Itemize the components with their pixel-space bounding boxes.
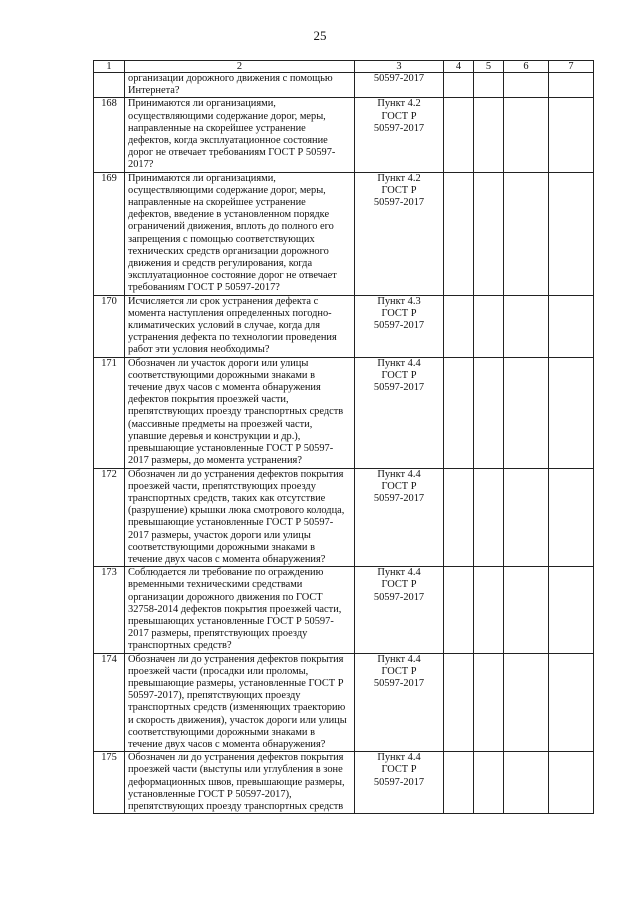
row-number — [94, 73, 125, 98]
row-number: 171 — [94, 357, 125, 468]
row-cell-5 — [474, 653, 504, 752]
row-question: Исчисляется ли срок устранения дефекта с момента наступления определенных погодно-климатических условий в случае, когда для устранения дефекта по технологии проведения работ эти условия необходимы? — [125, 295, 355, 357]
row-number: 175 — [94, 752, 125, 814]
row-cell-5 — [474, 752, 504, 814]
row-number: 170 — [94, 295, 125, 357]
row-question: Принимаются ли организациями, осуществляющими содержание дорог, меры, направленные на скорейшее устранение дефектов, когда эксплуатационное состояние дорог не отвечает требованиям ГОСТ Р 50597-2017? — [125, 98, 355, 172]
row-cell-4 — [444, 73, 474, 98]
row-cell-6 — [504, 752, 549, 814]
row-cell-6 — [504, 172, 549, 295]
row-cell-7 — [549, 357, 594, 468]
table-row — [94, 468, 594, 567]
row-number: 173 — [94, 567, 125, 653]
row-reference: Пункт 4.2 ГОСТ Р 50597-2017 — [355, 172, 444, 295]
row-question: Соблюдается ли требование по ограждению временными техническими средствами организации дорожного движения по ГОСТ 32758-2014 дефектов покрытия проезжей части, превышающих установленные ГОСТ Р 50597-2017 размеры, препятствующих проезду транспортных средств? — [125, 567, 355, 653]
row-number: 172 — [94, 468, 125, 567]
col-header-1: 1 — [94, 61, 125, 73]
row-cell-7 — [549, 653, 594, 752]
table-row — [94, 295, 594, 357]
row-question: Обозначен ли до устранения дефектов покрытия проезжей части (просадки или проломы, превышающие размеры, установленные ГОСТ Р 50597-2017), препятствующих проезду транспортных средств (изменяющих траекторию и скорость движения), участок дороги или улицы соответствующими дорожными знаками в течение двух часов с момента обнаружения? — [125, 653, 355, 752]
checklist-table — [93, 60, 594, 814]
row-cell-7 — [549, 468, 594, 567]
row-question: организации дорожного движения с помощью Интернета? — [125, 73, 355, 98]
row-reference: Пункт 4.4 ГОСТ Р 50597-2017 — [355, 653, 444, 752]
row-number: 169 — [94, 172, 125, 295]
row-cell-7 — [549, 172, 594, 295]
col-header-3: 3 — [355, 61, 444, 73]
row-cell-6 — [504, 357, 549, 468]
row-cell-7 — [549, 98, 594, 172]
row-cell-6 — [504, 295, 549, 357]
row-cell-5 — [474, 172, 504, 295]
row-number: 174 — [94, 653, 125, 752]
row-cell-7 — [549, 295, 594, 357]
row-cell-6 — [504, 98, 549, 172]
table-row — [94, 752, 594, 814]
row-cell-5 — [474, 98, 504, 172]
row-cell-4 — [444, 172, 474, 295]
row-cell-5 — [474, 468, 504, 567]
table-row — [94, 567, 594, 653]
row-cell-4 — [444, 468, 474, 567]
col-header-2: 2 — [125, 61, 355, 73]
col-header-7: 7 — [549, 61, 594, 73]
row-cell-6 — [504, 567, 549, 653]
col-header-5: 5 — [474, 61, 504, 73]
row-reference: Пункт 4.4 ГОСТ Р 50597-2017 — [355, 567, 444, 653]
header-row — [94, 61, 594, 73]
row-cell-7 — [549, 73, 594, 98]
row-reference: Пункт 4.4 ГОСТ Р 50597-2017 — [355, 752, 444, 814]
row-cell-6 — [504, 653, 549, 752]
row-question: Обозначен ли до устранения дефектов покрытия проезжей части (выступы или углубления в зоне деформационных швов, превышающие размеры, установленные ГОСТ Р 50597-2017), препятствующих проезду транспортных средств — [125, 752, 355, 814]
row-cell-5 — [474, 357, 504, 468]
row-cell-4 — [444, 653, 474, 752]
col-header-4: 4 — [444, 61, 474, 73]
row-cell-4 — [444, 98, 474, 172]
table-row — [94, 172, 594, 295]
row-cell-7 — [549, 752, 594, 814]
row-reference: Пункт 4.4 ГОСТ Р 50597-2017 — [355, 468, 444, 567]
row-reference: Пункт 4.2 ГОСТ Р 50597-2017 — [355, 98, 444, 172]
row-cell-7 — [549, 567, 594, 653]
row-reference: 50597-2017 — [355, 73, 444, 98]
row-reference: Пункт 4.3 ГОСТ Р 50597-2017 — [355, 295, 444, 357]
row-cell-6 — [504, 73, 549, 98]
row-cell-4 — [444, 357, 474, 468]
table-row — [94, 653, 594, 752]
row-cell-4 — [444, 295, 474, 357]
row-reference: Пункт 4.4 ГОСТ Р 50597-2017 — [355, 357, 444, 468]
row-cell-5 — [474, 567, 504, 653]
col-header-6: 6 — [504, 61, 549, 73]
row-question: Обозначен ли до устранения дефектов покрытия проезжей части, препятствующих проезду транспортных средств, таких как отсутствие (разрушение) крышки люка смотрового колодца, превышающие установленные ГОСТ Р 50597-2017 размеры, участок дороги или улицы соответствующими дорожными знаками в течение двух часов с момента обнаружения? — [125, 468, 355, 567]
row-number: 168 — [94, 98, 125, 172]
table-row — [94, 98, 594, 172]
page-number: 25 — [313, 28, 327, 43]
row-question: Обозначен ли участок дороги или улицы соответствующими дорожными знаками в течение двух часов с момента обнаружения дефектов покрытия проезжей части, препятствующих проезду транспортных средств (массивные предметы на проезжей части, упавшие деревья и конструкции и др.), превышающие установленные ГОСТ Р 50597-2017 размеры, до момента устранения? — [125, 357, 355, 468]
table-row-continuation — [94, 73, 594, 98]
row-question: Принимаются ли организациями, осуществляющими содержание дорог, меры, направленные на скорейшее устранение дефектов, введение в установленном порядке ограничений движения, вплоть до полного его запрещения с помощью соответствующих технических средств организации дорожного движения и средств регулирования, когда эксплуатационное состояние дорог не отвечает требованиям ГОСТ Р 50597-2017? — [125, 172, 355, 295]
row-cell-5 — [474, 295, 504, 357]
row-cell-4 — [444, 567, 474, 653]
row-cell-6 — [504, 468, 549, 567]
row-cell-4 — [444, 752, 474, 814]
table-row — [94, 357, 594, 468]
row-cell-5 — [474, 73, 504, 98]
